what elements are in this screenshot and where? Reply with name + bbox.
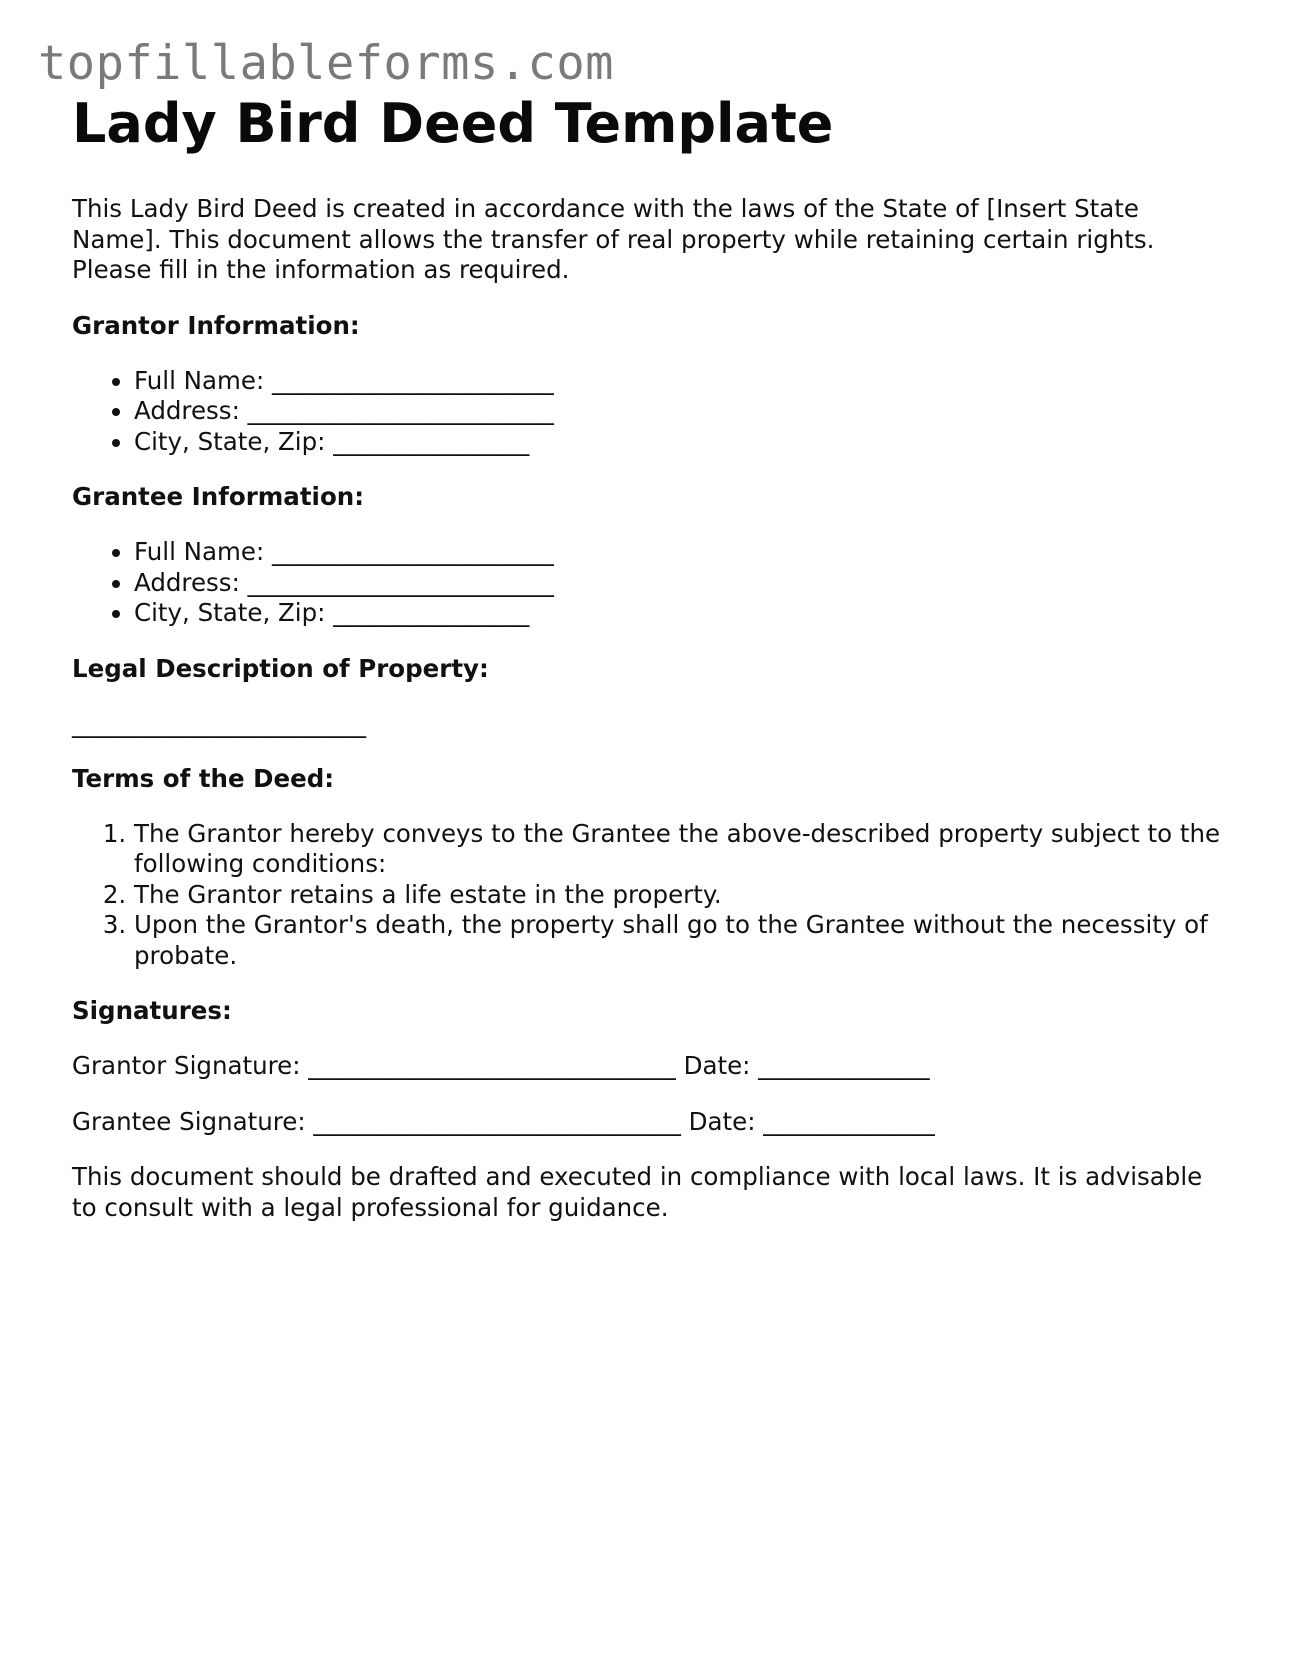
grantor-heading: Grantor Information: <box>72 310 360 340</box>
grantor-full-name-field[interactable]: • Full Name: _______________________ <box>134 366 1222 397</box>
property-heading: Legal Description of Property: <box>72 653 489 683</box>
site-watermark: topfillableforms.com <box>38 36 614 91</box>
terms-item: 2. The Grantor retains a life estate in the property. <box>134 880 1222 911</box>
document-title: Lady Bird Deed Template <box>72 92 834 155</box>
grantee-address-field[interactable]: • Address: _________________________ <box>134 568 1222 599</box>
grantee-heading: Grantee Information: <box>72 482 365 511</box>
document-page <box>72 88 1222 1223</box>
terms-item: 3. Upon the Grantor's death, the property shall go to the Grantee without the necessity of probate. <box>134 910 1222 971</box>
property-description-field[interactable]: ________________________ <box>72 708 366 738</box>
grantee-city-state-zip-field[interactable]: • City, State, Zip: ________________ <box>134 598 1222 629</box>
grantee-signature-line[interactable]: Grantee Signature: ______________________________ Date: ______________ <box>72 1106 935 1136</box>
closing-paragraph: This document should be drafted and executed in compliance with local laws. It is advisable to consult with a legal professional for guidance. <box>72 1162 1203 1222</box>
terms-list <box>72 819 1222 972</box>
grantor-fields-list <box>72 366 1222 458</box>
signatures-heading: Signatures: <box>72 996 232 1025</box>
intro-paragraph: This Lady Bird Deed is created in accordance with the laws of the State of [Insert State Name]. This document allows the transfer of real property while retaining certain rights. Please fill in the information as required. <box>72 194 1155 284</box>
grantor-signature-line[interactable]: Grantor Signature: ______________________________ Date: ______________ <box>72 1051 930 1080</box>
grantor-city-state-zip-field[interactable]: • City, State, Zip: ________________ <box>134 427 1222 458</box>
grantee-full-name-field[interactable]: • Full Name: _______________________ <box>134 537 1222 568</box>
grantor-address-field[interactable]: • Address: _________________________ <box>134 396 1222 427</box>
terms-heading: Terms of the Deed: <box>72 763 335 793</box>
terms-item: 1. The Grantor hereby conveys to the Grantee the above-described property subject to the following conditions: <box>134 819 1222 880</box>
grantee-fields-list <box>72 537 1222 629</box>
